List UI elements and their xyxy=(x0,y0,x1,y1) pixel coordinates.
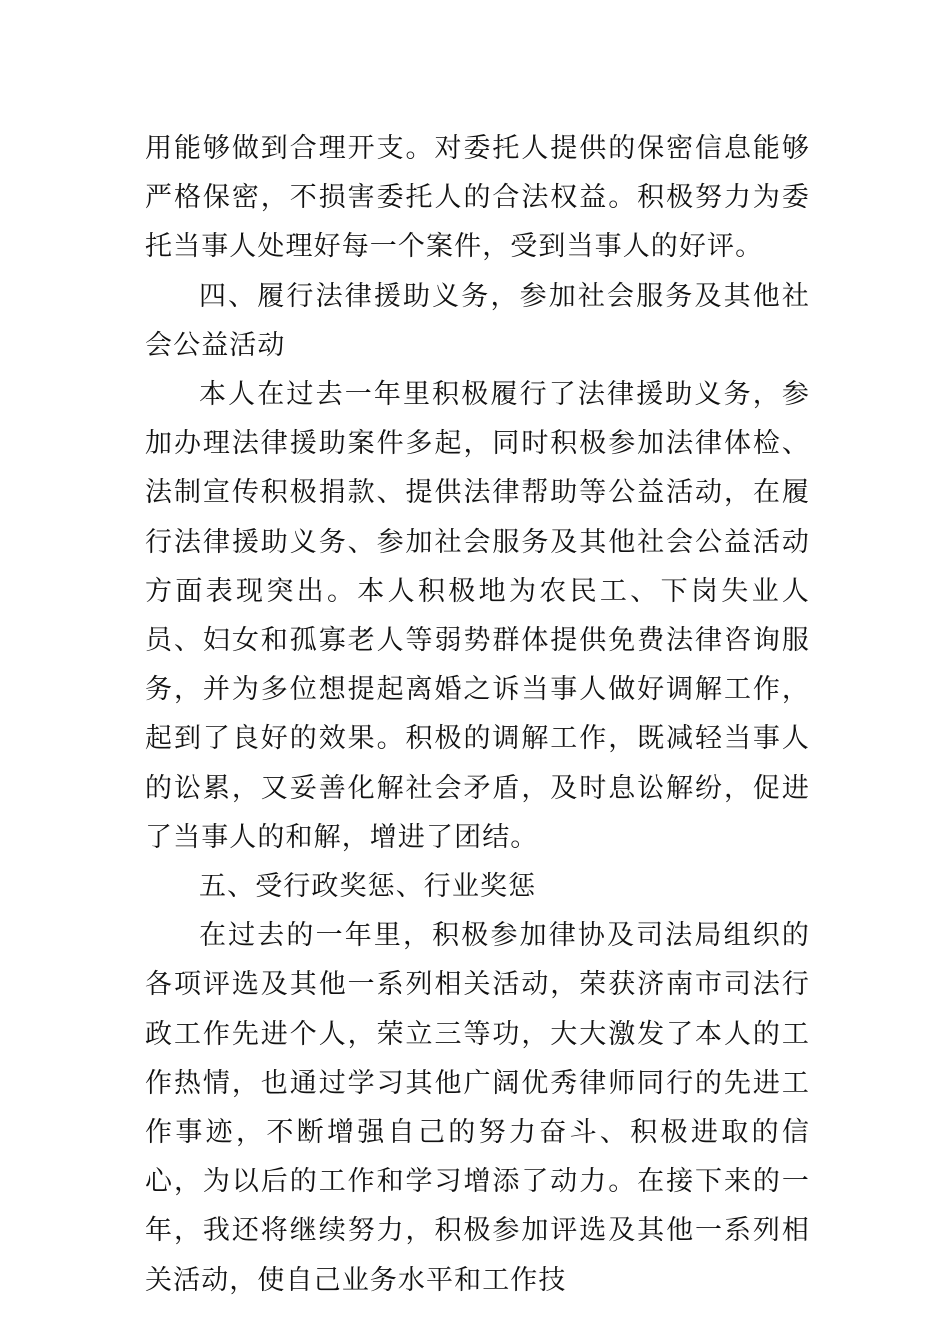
paragraph-legal-aid: 本人在过去一年里积极履行了法律援助义务，参加办理法律援助案件多起，同时积极参加法律体检、法制宣传积极捐款、提供法律帮助等公益活动，在履行法律援助义务、参加社会服务及其他社会公益活动方面表现突出。本人积极地为农民工、下岗失业人员、妇女和孤寡老人等弱势群体提供免费法律咨询服务，并为多位想提起离婚之诉当事人做好调解工作，起到了良好的效果。积极的调解工作，既减轻当事人的讼累，又妥善化解社会矛盾，及时息讼解纷，促进了当事人的和解，增进了团结。 xyxy=(145,379,810,853)
paragraph-continuation: 用能够做到合理开支。对委托人提供的保密信息能够严格保密，不损害委托人的合法权益。积极努力为委托当事人处理好每一个案件，受到当事人的好评。 xyxy=(145,133,810,263)
section-heading-five: 五、受行政奖惩、行业奖惩 xyxy=(199,871,537,903)
paragraph-awards: 在过去的一年里，积极参加律协及司法局组织的各项评选及其他一系列相关活动，荣获济南市司法行政工作先进个人，荣立三等功，大大激发了本人的工作热情，也通过学习其他广阔优秀律师同行的先进工作事迹，不断增强自己的努力奋斗、积极进取的信心，为以后的工作和学习增添了动力。在接下来的一年，我还将继续努力，积极参加评选及其他一系列相关活动，使自己业务水平和工作技 xyxy=(145,920,810,1296)
document-body xyxy=(145,124,810,1305)
section-heading-four: 四、履行法律援助义务，参加社会服务及其他社会公益活动 xyxy=(145,280,810,361)
